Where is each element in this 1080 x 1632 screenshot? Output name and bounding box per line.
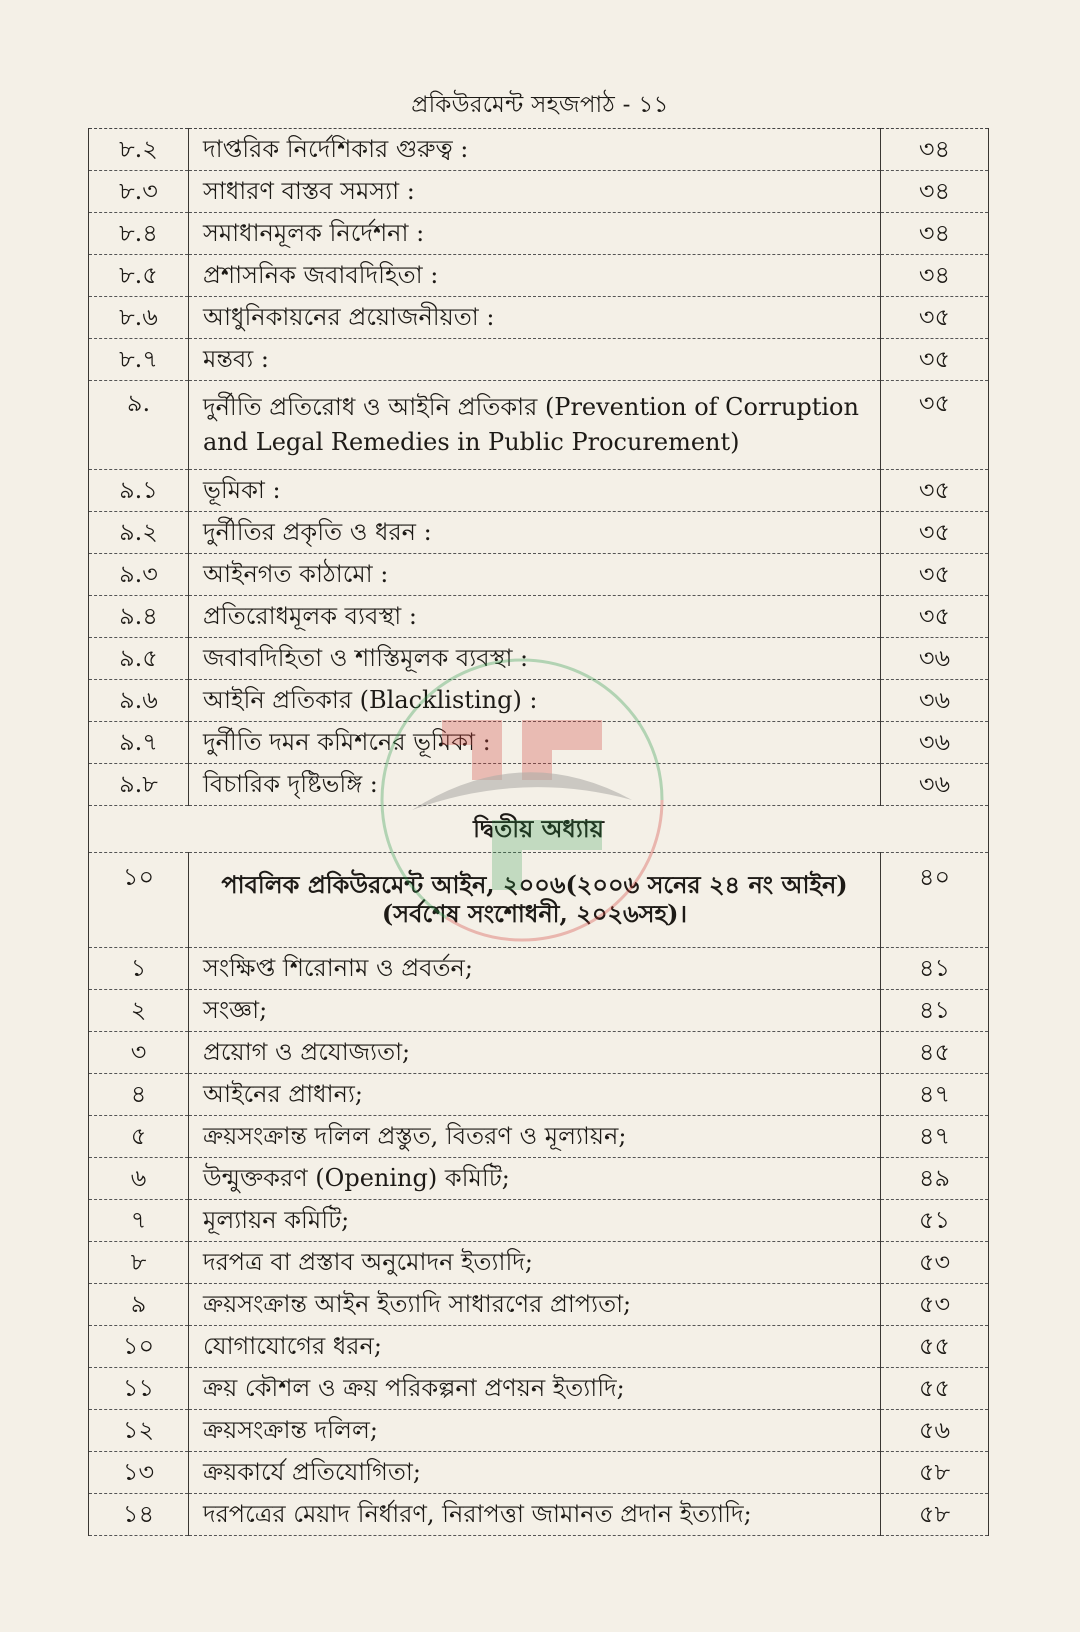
- section-title: ক্রয়কার্যে প্রতিযোগিতা;: [189, 1452, 881, 1494]
- toc-row: [89, 1368, 989, 1410]
- section-number: ৯.৮: [89, 764, 189, 806]
- toc-row: [89, 554, 989, 596]
- section-number: ১৪: [89, 1494, 189, 1536]
- page-number: ৪৭: [881, 1074, 989, 1116]
- page-number: ৫১: [881, 1200, 989, 1242]
- page-number: ৪৯: [881, 1158, 989, 1200]
- law-row: [89, 853, 989, 948]
- section-number: ৯.২: [89, 512, 189, 554]
- toc-row: [89, 213, 989, 255]
- page-number: ৩৬: [881, 680, 989, 722]
- section-title: ভূমিকা :: [189, 470, 881, 512]
- section-number: ৯: [89, 1284, 189, 1326]
- section-number: ৮: [89, 1242, 189, 1284]
- section-title: ক্রয়সংক্রান্ত দলিল;: [189, 1410, 881, 1452]
- chapter-title: দ্বিতীয় অধ্যায়: [89, 806, 989, 853]
- page-number: ৩৪: [881, 171, 989, 213]
- section-number: ৪: [89, 1074, 189, 1116]
- section-number: ৮.৫: [89, 255, 189, 297]
- section-number: ৮.৩: [89, 171, 189, 213]
- toc-row: [89, 171, 989, 213]
- section-title: দুর্নীতির প্রকৃতি ও ধরন :: [189, 512, 881, 554]
- section-number: ৬: [89, 1158, 189, 1200]
- page-number: ৪০: [881, 853, 989, 948]
- section-number: ১: [89, 948, 189, 990]
- section-number: ১০: [89, 1326, 189, 1368]
- toc-row: [89, 1200, 989, 1242]
- toc-row: [89, 596, 989, 638]
- page-number: ৪৫: [881, 1032, 989, 1074]
- toc-row: [89, 255, 989, 297]
- page-number: ৩৪: [881, 213, 989, 255]
- section-number: ৯.৭: [89, 722, 189, 764]
- section-title: ক্রয়সংক্রান্ত আইন ইত্যাদি সাধারণের প্রাপ্যতা;: [189, 1284, 881, 1326]
- section-title: দুর্নীতি প্রতিরোধ ও আইনি প্রতিকার (Prevention of Corruption and Legal Remedies in Public Procurement): [189, 381, 881, 470]
- section-title: সংক্ষিপ্ত শিরোনাম ও প্রবর্তন;: [189, 948, 881, 990]
- section-number: ৮.৭: [89, 339, 189, 381]
- page-number: ৩৫: [881, 339, 989, 381]
- toc-row: [89, 638, 989, 680]
- page-number: ৫৮: [881, 1452, 989, 1494]
- section-title: প্রশাসনিক জবাবদিহিতা :: [189, 255, 881, 297]
- section-title: ক্রয়সংক্রান্ত দলিল প্রস্তুত, বিতরণ ও মূল্যায়ন;: [189, 1116, 881, 1158]
- section-number: ৯.৫: [89, 638, 189, 680]
- page-number: ৩৪: [881, 129, 989, 171]
- toc-row: [89, 1158, 989, 1200]
- section-title: বিচারিক দৃষ্টিভঙ্গি :: [189, 764, 881, 806]
- page-number: ৫৩: [881, 1284, 989, 1326]
- section-number: ২: [89, 990, 189, 1032]
- section-number: ৮.২: [89, 129, 189, 171]
- toc-row: [89, 381, 989, 470]
- section-title: সাধারণ বাস্তব সমস্যা :: [189, 171, 881, 213]
- toc-row: [89, 512, 989, 554]
- section-number: ৯.৪: [89, 596, 189, 638]
- chapter-row: [89, 806, 989, 853]
- page-number: ৫৮: [881, 1494, 989, 1536]
- section-number: ৮.৬: [89, 297, 189, 339]
- section-title: দাপ্তরিক নির্দেশিকার গুরুত্ব :: [189, 129, 881, 171]
- section-title: আইনের প্রাধান্য;: [189, 1074, 881, 1116]
- section-title: দরপত্র বা প্রস্তাব অনুমোদন ইত্যাদি;: [189, 1242, 881, 1284]
- page-number: ৩৬: [881, 764, 989, 806]
- section-title: আইনি প্রতিকার (Blacklisting) :: [189, 680, 881, 722]
- page-number: ৩৫: [881, 470, 989, 512]
- toc-row: [89, 1452, 989, 1494]
- law-title: পাবলিক প্রকিউরমেন্ট আইন, ২০০৬(২০০৬ সনের ২৪ নং আইন) (সর্বশেষ সংশোধনী, ২০২৬সহ)।: [189, 853, 881, 948]
- section-number: ১৩: [89, 1452, 189, 1494]
- section-title: আইনগত কাঠামো :: [189, 554, 881, 596]
- section-number: ৫: [89, 1116, 189, 1158]
- section-title: দুর্নীতি দমন কমিশনের ভূমিকা :: [189, 722, 881, 764]
- section-title: জবাবদিহিতা ও শাস্তিমূলক ব্যবস্থা :: [189, 638, 881, 680]
- section-number: ৯.৬: [89, 680, 189, 722]
- page-number: ৩৬: [881, 638, 989, 680]
- page-number: ৫৩: [881, 1242, 989, 1284]
- section-title: আধুনিকায়নের প্রয়োজনীয়তা :: [189, 297, 881, 339]
- section-title: সংজ্ঞা;: [189, 990, 881, 1032]
- section-number: ১০: [89, 853, 189, 948]
- toc-row: [89, 1326, 989, 1368]
- section-title: প্রয়োগ ও প্রযোজ্যতা;: [189, 1032, 881, 1074]
- section-title: যোগাযোগের ধরন;: [189, 1326, 881, 1368]
- toc-row: [89, 1284, 989, 1326]
- toc-row: [89, 722, 989, 764]
- page-number: ৩৫: [881, 554, 989, 596]
- toc-row: [89, 470, 989, 512]
- section-number: ৩: [89, 1032, 189, 1074]
- section-title: উন্মুক্তকরণ (Opening) কমিটি;: [189, 1158, 881, 1200]
- page-number: ৪১: [881, 948, 989, 990]
- section-number: ৯.৩: [89, 554, 189, 596]
- page-number: ৩৫: [881, 596, 989, 638]
- section-title: মূল্যায়ন কমিটি;: [189, 1200, 881, 1242]
- section-number: ৯.১: [89, 470, 189, 512]
- page-number: ৩৫: [881, 512, 989, 554]
- page-number: ৫৬: [881, 1410, 989, 1452]
- toc-row: [89, 948, 989, 990]
- page-number: ৪৭: [881, 1116, 989, 1158]
- section-number: ৭: [89, 1200, 189, 1242]
- section-title: প্রতিরোধমূলক ব্যবস্থা :: [189, 596, 881, 638]
- toc-row: [89, 680, 989, 722]
- toc-row: [89, 1494, 989, 1536]
- section-number: ৮.৪: [89, 213, 189, 255]
- page-number: ৫৫: [881, 1326, 989, 1368]
- running-header: প্রকিউরমেন্ট সহজপাঠ - ১১: [411, 92, 669, 118]
- page-number: ৫৫: [881, 1368, 989, 1410]
- section-title: দরপত্রের মেয়াদ নির্ধারণ, নিরাপত্তা জামানত প্রদান ইত্যাদি;: [189, 1494, 881, 1536]
- section-number: ৯.: [89, 381, 189, 470]
- toc-row: [89, 764, 989, 806]
- section-title: সমাধানমূলক নির্দেশনা :: [189, 213, 881, 255]
- toc-row: [89, 1074, 989, 1116]
- page-number: ৩৪: [881, 255, 989, 297]
- toc-row: [89, 1242, 989, 1284]
- section-title: মন্তব্য :: [189, 339, 881, 381]
- page-number: ৩৬: [881, 722, 989, 764]
- toc-row: [89, 129, 989, 171]
- toc-row: [89, 990, 989, 1032]
- section-number: ১১: [89, 1368, 189, 1410]
- table-of-contents: [88, 128, 989, 1536]
- toc-row: [89, 1116, 989, 1158]
- page-number: ৩৫: [881, 381, 989, 470]
- section-title: ক্রয় কৌশল ও ক্রয় পরিকল্পনা প্রণয়ন ইত্যাদি;: [189, 1368, 881, 1410]
- toc-row: [89, 339, 989, 381]
- toc-row: [89, 297, 989, 339]
- section-number: ১২: [89, 1410, 189, 1452]
- page-number: ৪১: [881, 990, 989, 1032]
- toc-row: [89, 1032, 989, 1074]
- page-number: ৩৫: [881, 297, 989, 339]
- toc-row: [89, 1410, 989, 1452]
